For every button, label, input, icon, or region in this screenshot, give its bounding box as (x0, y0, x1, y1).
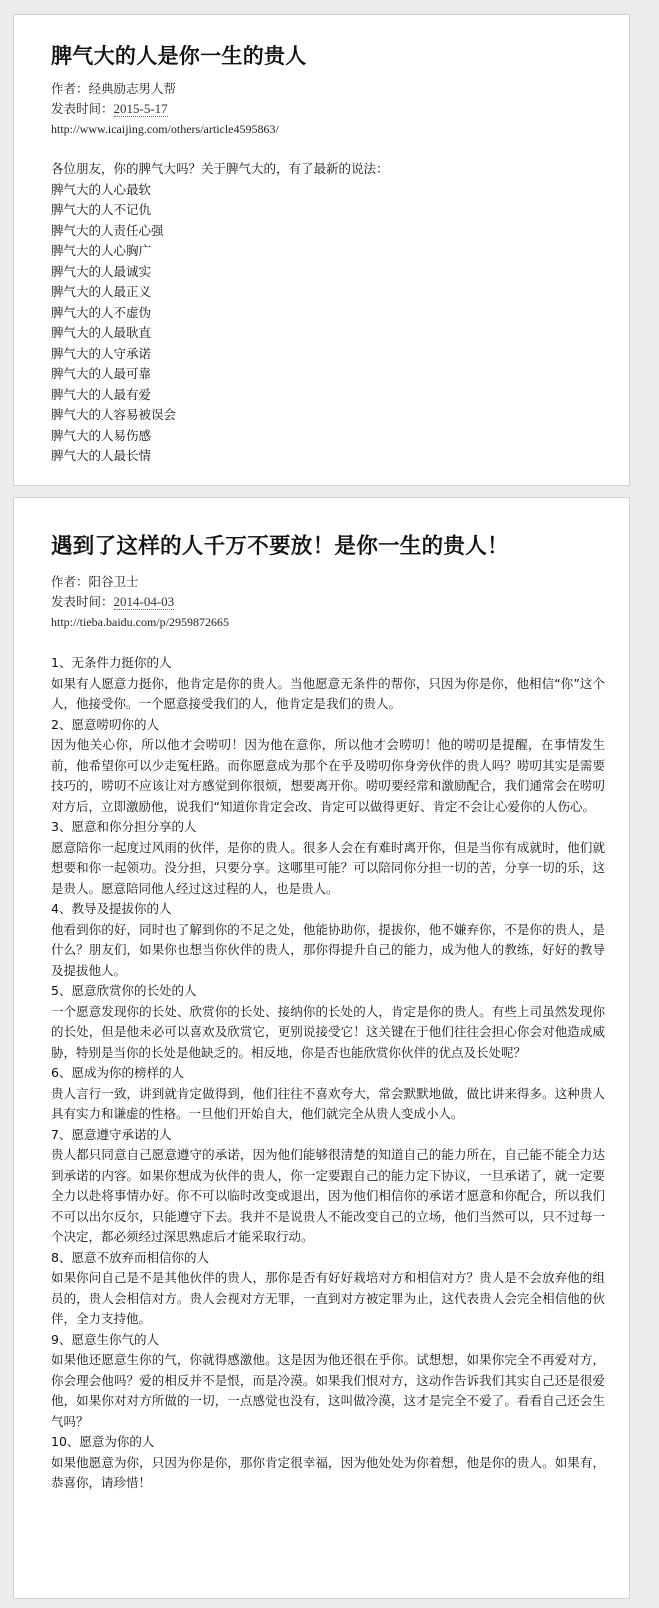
list-item: 脾气大的人最耿直 (51, 325, 152, 340)
article-date-row (51, 592, 629, 612)
section-heading: 10、愿意为你的人 (51, 1434, 155, 1449)
section-heading: 3、愿意和你分担分享的人 (51, 819, 197, 834)
article-date: 2015-5-17 (113, 101, 168, 116)
article-author: 作者：阳谷卫士 (51, 574, 139, 589)
section-heading: 4、教导及提拔你的人 (51, 901, 172, 916)
article-body (51, 653, 629, 1494)
article-card-1 (13, 14, 630, 486)
section-text: 一个愿意发现你的长处、欣赏你的长处、接纳你的长处的人，肯定是你的贵人。有些上司虽然发现你的长处，但是他未必可以喜欢及欣赏它，更别说接受它！这关键在于他们往往会担心你会对他造成威胁，特别是当你的长处是他缺乏的。相反地，你是否也能欣赏你伙伴的优点及长处呢？ (51, 1003, 605, 1060)
section-text: 他看到你的好，同时也了解到你的不足之处，他能协助你，提拔你，他不嫌弃你，不是你的贵人，是什么？朋友们，如果你也想当你伙伴的贵人，那你得提升自己的能力，成为他人的教练，好好的教导及提拔他人。 (51, 921, 605, 978)
section-heading: 1、无条件力挺你的人 (51, 655, 172, 670)
list-item: 脾气大的人心最软 (51, 181, 152, 197)
section-heading: 7、愿意遵守承诺的人 (51, 1126, 172, 1142)
section-heading: 2、愿意唠叨你的人 (51, 716, 159, 732)
section-text: 如果有人愿意力挺你，他肯定是你的贵人。当他愿意无条件的帮你，只因为你是你，他相信“你”这个人，他接受你。一个愿意接受我们的人，他肯定是我们的贵人。 (51, 675, 605, 711)
date-label: 发表时间： (51, 101, 114, 116)
article-date: 2014-04-03 (113, 594, 175, 609)
article-author: 作者：经典励志男人帮 (51, 81, 177, 96)
list-item: 脾气大的人易伤感 (51, 427, 152, 443)
list-item: 脾气大的人不记仇 (51, 202, 152, 217)
section-text: 如果你问自己是不是其他伙伴的贵人，那你是否有好好栽培对方和相信对方？贵人是不会放弃他的组员的，贵人会相信对方。贵人会视对方无罪，一直到对方被定罪为止，这代表贵人会完全相信他的伙伴，全力支持他。 (51, 1270, 605, 1326)
list-item: 脾气大的人心胸广 (51, 243, 152, 258)
section-text: 如果他愿意为你，只因为你是你，那你肯定很幸福，因为他处处为你着想，他是你的贵人。如果有，恭喜你，请珍惜！ (51, 1454, 605, 1490)
article-title: 脾气大的人是你一生的贵人 (51, 43, 307, 68)
article-card-2 (13, 497, 630, 1599)
article-url: http://www.icaijing.com/others/article4595863/ (51, 122, 279, 136)
list-item: 脾气大的人责任心强 (51, 222, 164, 238)
section-heading: 6、愿成为你的榜样的人 (51, 1065, 184, 1080)
list-item: 脾气大的人最有爱 (51, 386, 152, 402)
list-item: 脾气大的人最长情 (51, 448, 152, 463)
section-text: 愿意陪你一起度过风雨的伙伴，是你的贵人。很多人会在有难时离开你，但是当你有成就时，他们就想要和你一起领功。没分担，只要分享。这哪里可能？可以陪同你分担一切的苦，分享一切的乐，这是贵人。愿意陪同他人经过这过程的人，也是贵人。 (51, 839, 605, 896)
date-label: 发表时间： (51, 594, 114, 609)
section-text: 如果他还愿意生你的气，你就得感激他。这是因为他还很在乎你。试想想，如果你完全不再爱对方，你会理会他吗？爱的相反并不是恨，而是冷漠。如果我们恨对方，这动作告诉我们其实自己还是很爱他，如果你对对方所做的一切，一点感觉也没有，这叫做冷漠，这才是完全不爱了。看看自己还会生气吗？ (51, 1352, 605, 1429)
list-item: 脾气大的人不虚伪 (51, 304, 152, 320)
section-heading: 9、愿意生你气的人 (51, 1331, 159, 1347)
section-text: 贵人都只同意自己愿意遵守的承诺，因为他们能够很清楚的知道自己的能力所在，自己能不能全力达到承诺的内容。如果你想成为伙伴的贵人，你一定要跟自己的能力定下协议，一旦承诺了，就一定要全力以赴将事情办好。你不可以临时改变或退出，因为他们相信你的承诺才愿意和你配合，所以我们不可以出尔反尔，只能遵守下去。我并不是说贵人不能改变自己的立场，他们当然可以，只不过每一个决定，都必须经过深思熟虑后才能采取行动。 (51, 1147, 605, 1244)
article-url: http://tieba.baidu.com/p/2959872665 (51, 615, 229, 629)
article-title: 遇到了这样的人千万不要放！是你一生的贵人！ (51, 534, 509, 559)
list-item: 脾气大的人容易被误会 (51, 407, 177, 422)
article-date-row (51, 99, 629, 119)
list-item: 脾气大的人守承诺 (51, 345, 152, 361)
article-intro: 各位朋友，你的脾气大吗？关于脾气大的，有了最新的说法： (51, 161, 389, 176)
article-body (51, 159, 629, 467)
section-text: 因为他关心你，所以他才会唠叨！因为他在意你，所以他才会唠叨！他的唠叨是提醒，在事情发生前，他希望你可以少走冤枉路。而你愿意成为那个在乎及唠叨你身旁伙伴的贵人吗？唠叨其实是需要技巧的，唠叨不应该让对方感觉到你很烦，想要离开你。唠叨要经常和激励配合，我们通常会在唠叨对方后，立即激励他，说我们“知道你肯定会改、肯定可以做得更好、肯定不会让心爱你的人伤心。 (51, 737, 605, 814)
section-heading: 8、愿意不放弃而相信你的人 (51, 1249, 209, 1265)
section-heading: 5、愿意欣赏你的长处的人 (51, 983, 197, 998)
article-meta (51, 79, 629, 139)
list-item: 脾气大的人最正义 (51, 284, 152, 299)
list-item: 脾气大的人最诚实 (51, 263, 152, 279)
list-item: 脾气大的人最可靠 (51, 366, 152, 381)
section-text: 贵人言行一致，讲到就肯定做得到，他们往往不喜欢夸大，常会默默地做，做比讲来得多。这种贵人具有实力和谦虚的性格。一旦他们开始自大，他们就完全从贵人变成小人。 (51, 1085, 605, 1121)
article-meta (51, 572, 629, 632)
